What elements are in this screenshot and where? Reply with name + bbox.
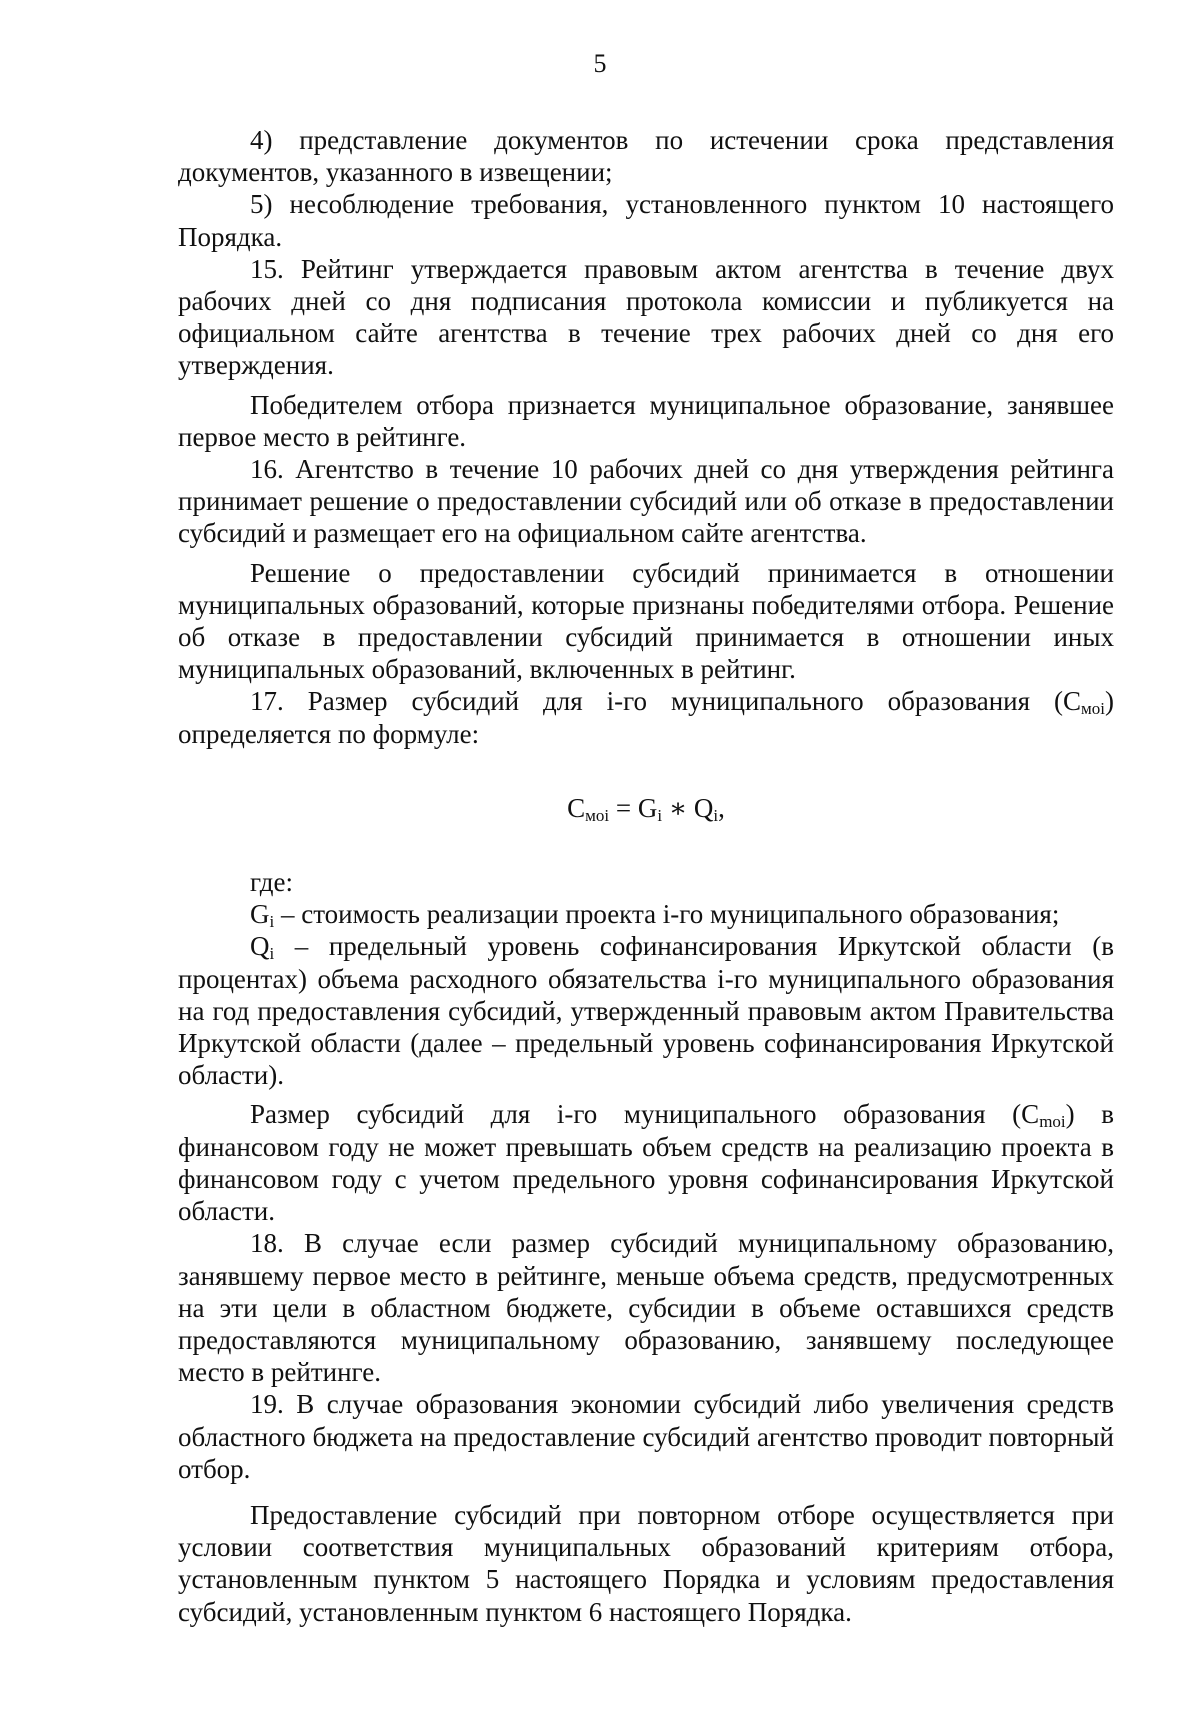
paragraph-subsidy-limit: Размер субсидий для i-го муниципального образования $(C_{moi})$ в финансовом году не может превышать объем средств на реализацию проекта в финансовом году с учетом предельного уровня софинансирования Иркутской области. <box>178 1099 1114 1227</box>
paragraph-17: 17. Размер субсидий для i-го муниципального образования $(C_{мoi})$ определяется по формуле: <box>178 686 1114 749</box>
paragraph-item-5: 5) несоблюдение требования, установленного пунктом 10 настоящего Порядка. <box>178 189 1114 252</box>
paragraph-repeat-selection: Предоставление субсидий при повторном отборе осуществляется при условии соответствия муниципальных образований критериям отбора, установленным пунктом 5 настоящего Порядка и условиям предоставления субсидий, установленным пунктом 6 настоящего Порядка. <box>178 1499 1114 1627</box>
definition-g: $G_i$ – стоимость реализации проекта i-го муниципального образования; <box>250 899 1060 932</box>
paragraph-18: 18. В случае если размер субсидий муниципальному образованию, занявшему первое место в рейтинге, меньше объема средств, предусмотренных на эти цели в областном бюджете, субсидии в объеме оставшихся средств предоставляются муниципальному образованию, занявшему последующее место в рейтинге. <box>178 1228 1114 1388</box>
where-label: где: <box>250 867 293 898</box>
document-body <box>178 124 1114 1628</box>
paragraph-decision: Решение о предоставлении субсидий принимается в отношении муниципальных образований, которые признаны победителями отбора. Решение об отказе в предоставлении субсидий принимается в отношении иных муниципальных образований, включенных в рейтинг. <box>178 557 1114 685</box>
subsidy-formula: $C_{мoi} = G_i$ ∗ $Q_i$, <box>567 792 725 825</box>
paragraph-item-4: 4) представление документов по истечении срока представления документов, указанного в извещении; <box>178 125 1114 188</box>
page-number: 5 <box>593 49 607 78</box>
paragraph-winner: Победителем отбора признается муниципальное образование, занявшее первое место в рейтинге. <box>178 389 1114 452</box>
paragraph-19: 19. В случае образования экономии субсидий либо увеличения средств областного бюджета на предоставление субсидий агентство проводит повторный отбор. <box>178 1389 1114 1484</box>
definition-q: $Q_i$ – предельный уровень софинансирования Иркутской области (в процентах) объема расходного обязательства i-го муниципального образования на год предоставления субсидий, утвержденный правовым актом Правительства Иркутской области (далее – предельный уровень софинансирования Иркутской области). <box>178 931 1114 1091</box>
paragraph-15: 15. Рейтинг утверждается правовым актом агентства в течение двух рабочих дней со дня подписания протокола комиссии и публикуется на официальном сайте агентства в течение трех рабочих дней со дня его утверждения. <box>178 253 1114 381</box>
paragraph-16: 16. Агентство в течение 10 рабочих дней со дня утверждения рейтинга принимает решение о предоставлении субсидий или об отказе в предоставлении субсидий и размещает его на официальном сайте агентства. <box>178 454 1114 549</box>
